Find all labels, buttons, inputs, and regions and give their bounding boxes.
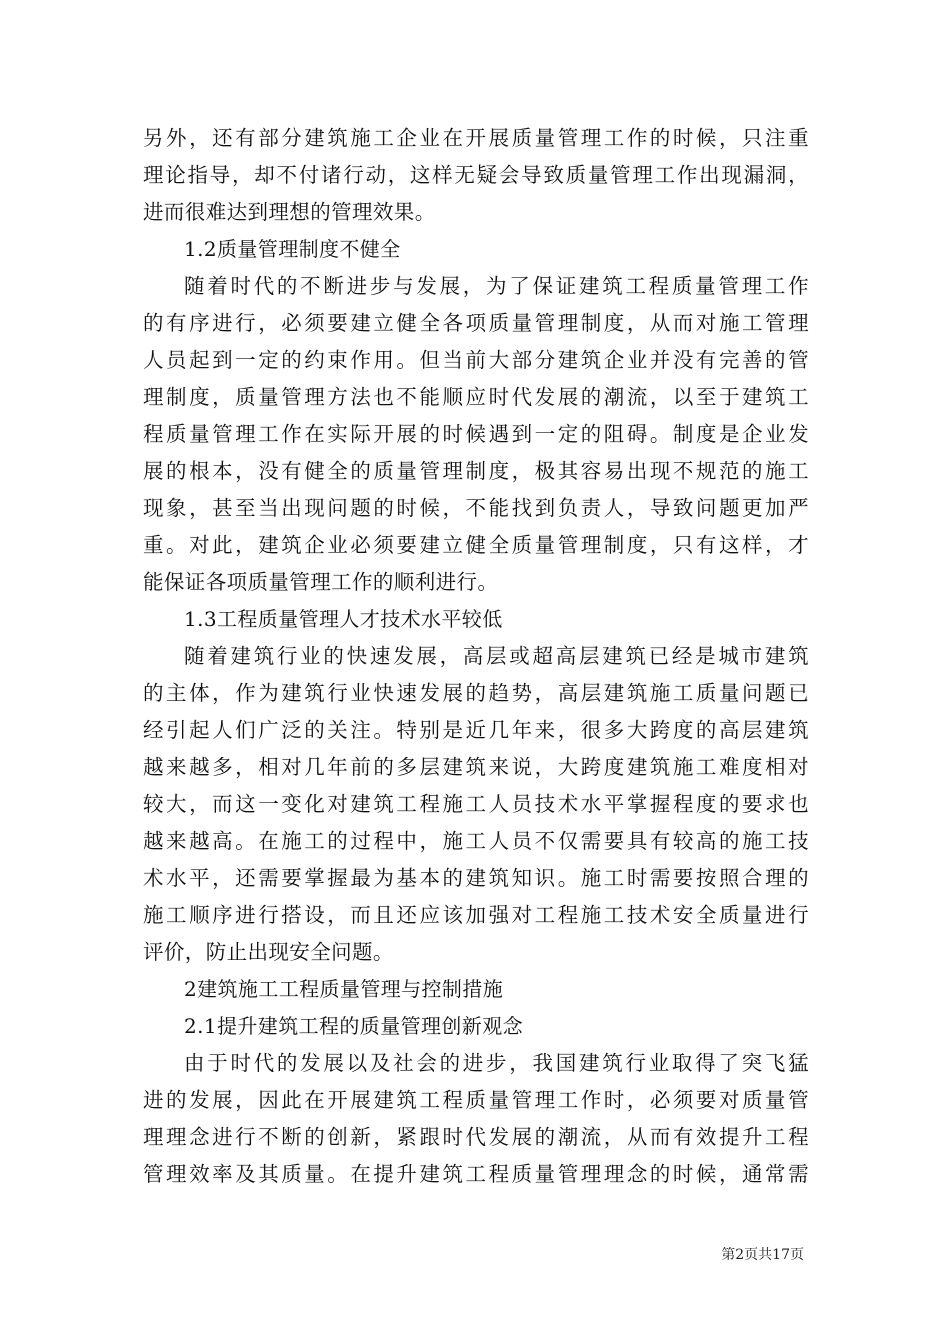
paragraph-line: 理理念进行不断的创新，紧跟时代发展的潮流，从而有效提升工程 [143,1125,809,1149]
paragraph-line: 另外，还有部分建筑施工企业在开展质量管理工作的时候，只注重 [143,126,809,150]
paragraph-line: 重。对此，建筑企业必须要建立健全质量管理制度，只有这样，才 [143,533,809,557]
paragraph-line: 现象，甚至当出现问题的时候，不能找到负责人，导致问题更加严 [143,496,809,520]
paragraph-line: 较大，而这一变化对建筑工程施工人员技术水平掌握程度的要求也 [143,792,809,816]
paragraph-line: 随着时代的不断进步与发展，为了保证建筑工程质量管理工作 [184,274,809,298]
paragraph-line: 人员起到一定的约束作用。但当前大部分建筑企业并没有完善的管 [143,348,809,372]
paragraph-line: 施工顺序进行搭设，而且还应该加强对工程施工技术安全质量进行 [143,903,809,927]
section-heading: 1.2质量管理制度不健全 [184,237,401,261]
paragraph-line: 由于时代的发展以及社会的进步，我国建筑行业取得了突飞猛 [184,1051,809,1075]
paragraph-line: 理论指导，却不付诸行动，这样无疑会导致质量管理工作出现漏洞， [143,163,809,187]
paragraph-line: 的主体，作为建筑行业快速发展的趋势，高层建筑施工质量问题已 [143,681,809,705]
paragraph-line: 展的根本，没有健全的质量管理制度，极其容易出现不规范的施工 [143,459,809,483]
paragraph-line: 越来越高。在施工的过程中，施工人员不仅需要具有较高的施工技 [143,829,809,853]
paragraph-line: 越来越多，相对几年前的多层建筑来说，大跨度建筑施工难度相对 [143,755,809,779]
paragraph-line: 管理效率及其质量。在提升建筑工程质量管理理念的时候，通常需 [143,1162,809,1186]
paragraph-line: 程质量管理工作在实际开展的时候遇到一定的阻碍。制度是企业发 [143,422,809,446]
paragraph-line: 随着建筑行业的快速发展，高层或超高层建筑已经是城市建筑 [184,644,809,668]
paragraph-line: 理制度，质量管理方法也不能顺应时代发展的潮流，以至于建筑工 [143,385,809,409]
paragraph-line: 经引起人们广泛的关注。特别是近几年来，很多大跨度的高层建筑 [143,718,809,742]
section-heading: 2建筑施工工程质量管理与控制措施 [184,977,504,1001]
paragraph-line: 评价，防止出现安全问题。 [143,940,394,964]
paragraph-line: 的有序进行，必须要建立健全各项质量管理制度，从而对施工管理 [143,311,809,335]
paragraph-line: 进的发展，因此在开展建筑工程质量管理工作时，必须要对质量管 [143,1088,809,1112]
paragraph-line: 进而很难达到理想的管理效果。 [143,200,436,224]
page-number: 第2页共17页 [721,1247,804,1263]
section-heading: 2.1提升建筑工程的质量管理创新观念 [184,1014,524,1038]
paragraph-line: 能保证各项质量管理工作的顺利进行。 [143,570,499,594]
paragraph-line: 术水平，还需要掌握最为基本的建筑知识。施工时需要按照合理的 [143,866,809,890]
section-heading: 1.3工程质量管理人才技术水平较低 [184,607,503,631]
